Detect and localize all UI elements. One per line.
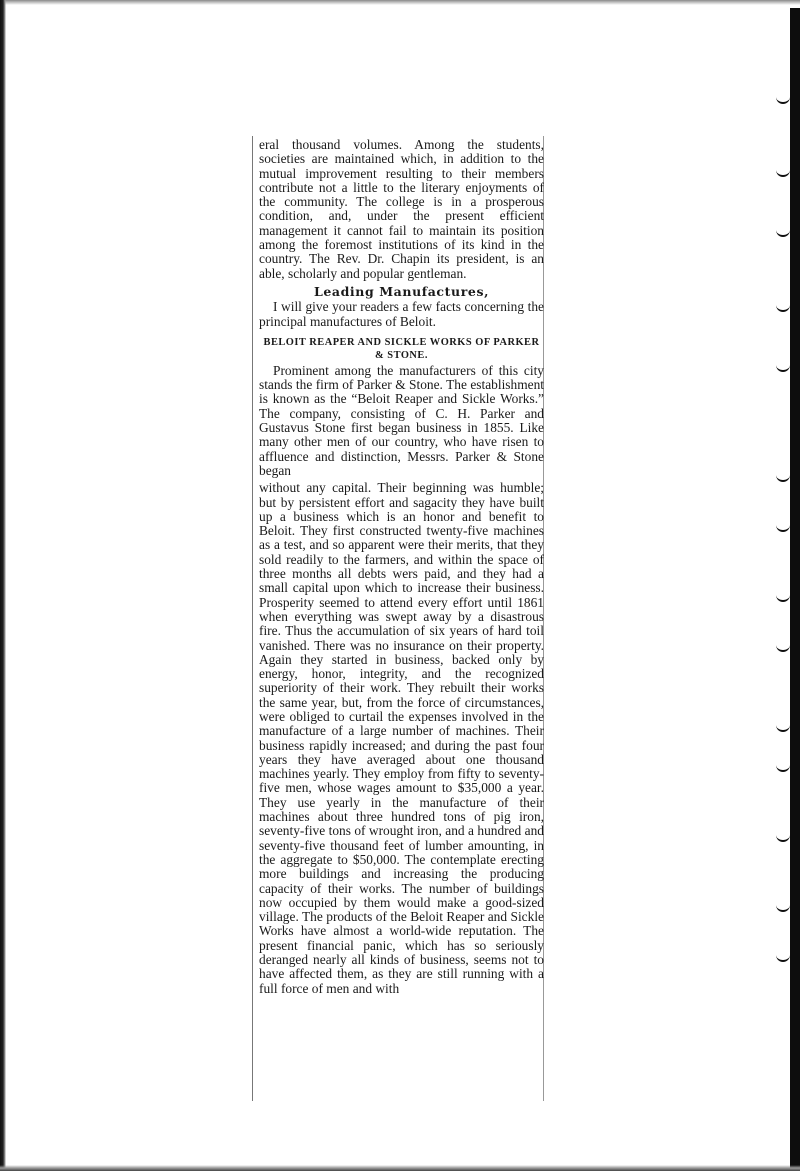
scan-edge-left	[0, 0, 6, 1171]
scan-edge-bottom	[0, 1165, 800, 1171]
binding-stitch	[776, 300, 790, 312]
body-paragraph-part2: without any capital. Their beginning was humble; but by persistent effort and sagacity they have built up a business which is an honor and benefit to Beloit. They first constructed twenty-five machines as a test, and so apparent were their merits, that they sold readily to the farmers, and within the space of three months all debts wers paid, and they had a small capital upon which to increase their business. Prosperity seemed to attend every effort until 1861 when everything was swept away by a disastrous fire. Thus the accumulation of six years of hard toil vanished. There was no insurance on their property. Again they started in business, backed only by energy, honor, integrity, and the recognized superiority of their work. They rebuilt their works the same year, but, from the force of circumstances, were obliged to curtail the expenses involved in the manufacture of a large number of machines. Their business rapidly increased; and during the past four years they have averaged about one thousand machines yearly. They employ from fifty to seventy-five men, whose wages amount to $35,000 a year. They use yearly in the manufacture of their machines about three hundred tons of pig iron, seventy-five tons of wrought iron, and a hundred and seventy-five thousand feet of lumber amounting, in the aggregate to $50,000. The contemplate erecting more buildings and increasing the producing capacity of their works. The number of buildings now occupied by them would make a good-sized village. The products of the Beloit Reaper and Sickle Works have almost a world-wide reputation. The present financial panic, which has so seriously deranged nearly all kinds of business, seems not to have affected them, as they are still running with a full force of men and with	[259, 480, 544, 996]
binding-stitch	[776, 92, 790, 104]
binding-stitch	[776, 830, 790, 842]
binding-stitch	[776, 520, 790, 532]
binding-stitch	[776, 640, 790, 652]
article-subheading: BELOIT REAPER AND SICKLE WORKS OF PARKER & STONE.	[263, 336, 540, 361]
binding-edge-right	[790, 8, 800, 1171]
binding-stitch	[776, 950, 790, 962]
article-column	[259, 138, 544, 996]
binding-stitch	[776, 900, 790, 912]
binding-stitch	[776, 165, 790, 177]
scan-edge-top	[0, 0, 800, 5]
column-rule-left	[252, 136, 253, 1101]
binding-stitch	[776, 590, 790, 602]
binding-stitch	[776, 720, 790, 732]
binding-stitch	[776, 760, 790, 772]
body-paragraph-part1: Prominent among the manufacturers of this city stands the firm of Parker & Stone. The establishment is known as the “Beloit Reaper and Sickle Works.” The company, consisting of C. H. Parker and Gustavus Stone first began business in 1855. Like many other men of our country, who have risen to affluence and distinction, Messrs. Parker & Stone began	[259, 362, 544, 478]
binding-stitch	[776, 360, 790, 372]
section-heading: Leading Manufactures,	[313, 283, 490, 299]
binding-stitch	[776, 225, 790, 237]
binding-stitch	[776, 470, 790, 482]
section-intro-paragraph: I will give your readers a few facts concerning the principal manufactures of Beloit.	[259, 299, 544, 329]
intro-paragraph: eral thousand volumes. Among the students, societies are maintained which, in addition to the mutual improvement resulting to their members contribute not a little to the literary enjoyments of the community. The college is in a prosperous condition, and, under the present efficient management it cannot fail to maintain its position among the foremost institutions of its kind in the country. The Rev. Dr. Chapin its president, is an able, scholarly and popular gentleman.	[259, 137, 544, 281]
